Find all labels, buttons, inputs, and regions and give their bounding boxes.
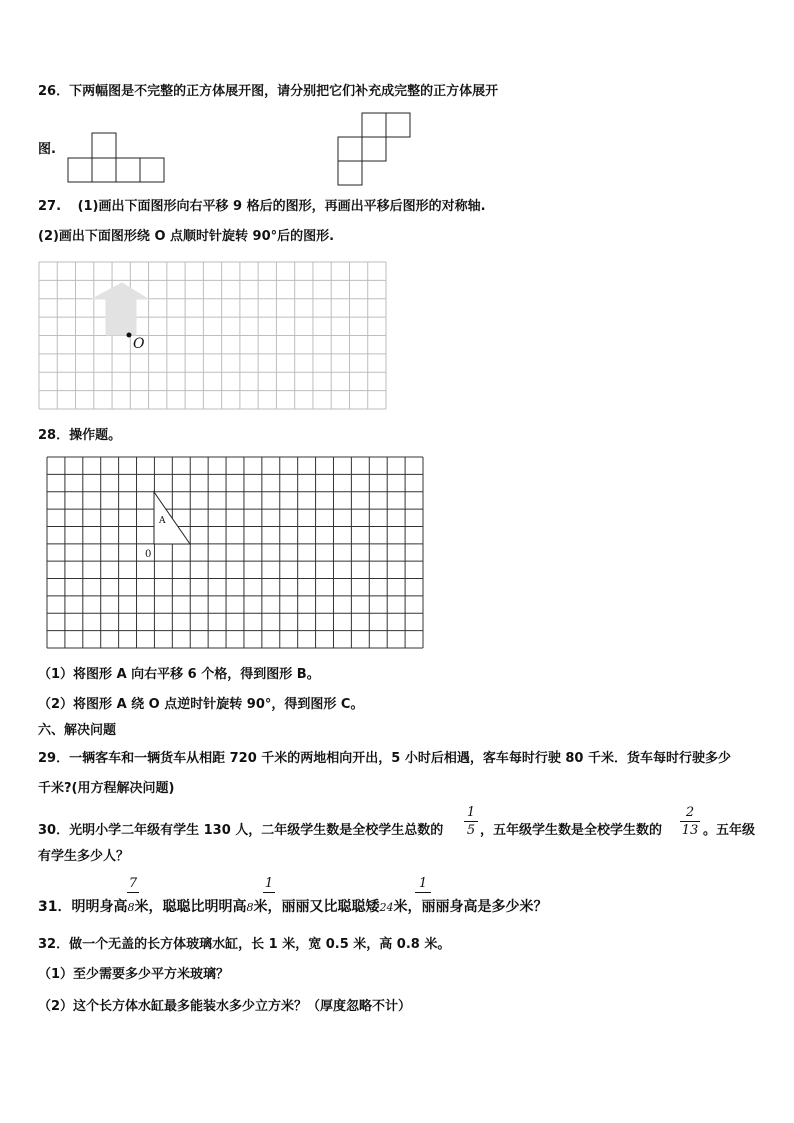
q31-n2: 1 (264, 876, 274, 891)
q31-d2: 8 (246, 901, 254, 914)
arrow-shape (92, 283, 148, 335)
section-6-title: 六、解决问题 (38, 723, 117, 738)
q28-sub2: （2）将图形 A 绕 O 点逆时针旋转 90°，得到图形 C。 (38, 697, 364, 712)
q27-line1-text: (1)画出下面图形向右平移 9 格后的图形，再画出平移后图形的对称轴. (77, 199, 486, 214)
q26-text-cont: 图. (38, 142, 56, 157)
q30-part2: ，五年级学生数是全校学生数的 (480, 823, 663, 838)
q31-n3: 1 (418, 876, 428, 891)
q27-grid (38, 261, 387, 411)
q27-number: 27. (38, 199, 62, 214)
q31-n1: 7 (128, 876, 138, 891)
cube-net-figure-2 (337, 112, 412, 188)
q29-line1: 29．一辆客车和一辆货车从相距 720 千米的两地相向开出，5 小时后相遇，客车每时行驶 80 千米．货车每时行驶多少 (38, 751, 731, 766)
q30-fraction-1 (464, 805, 478, 838)
q32-line1: 32．做一个无盖的长方体玻璃水缸，长 1 米，宽 0.5 米，高 0.8 米。 (38, 937, 451, 952)
q32-sub2: （2）这个长方体水缸最多能装水多少立方米？（厚度忽略不计） (38, 999, 412, 1014)
q31-frac3-numerator (415, 876, 431, 894)
q28-grid (46, 456, 424, 650)
q28-sub1: （1）将图形 A 向右平移 6 个格，得到图形 B。 (38, 667, 320, 682)
q30-line2: 有学生多少人？ (38, 849, 130, 864)
q30-frac1-num: 1 (466, 805, 476, 820)
q31-p2: 米，聪聪比明明高 (134, 899, 247, 915)
q31-d1: 8 (127, 901, 135, 914)
q30-frac2-den: 13 (681, 823, 699, 838)
q30-part1: 30．光明小学二年级有学生 130 人，二年级学生数是全校学生总数的 (38, 823, 444, 838)
q31-p1: 31．明明身高 (38, 899, 128, 915)
q31-p3: 米，丽丽又比聪聪矮 (253, 899, 380, 915)
q27-line1 (38, 199, 486, 215)
q26-text: 26．下两幅图是不完整的正方体展开图，请分别把它们补充成完整的正方体展开 (38, 84, 499, 99)
cube-net-figure-1 (67, 132, 167, 185)
q30-part3: 。五年级 (703, 823, 756, 838)
q31-p4: 米，丽丽身高是多少米？ (393, 899, 548, 915)
q28-title: 28．操作题。 (38, 428, 122, 443)
point-0-label: 0 (145, 549, 152, 560)
q31-frac2-numerator (263, 876, 275, 894)
q29-line2: 千米?(用方程解决问题) (38, 781, 175, 796)
q30-frac2-num: 2 (685, 805, 695, 820)
q27-line2: (2)画出下面图形绕 O 点顺时针旋转 90°后的图形. (38, 229, 335, 244)
q30-frac1-den: 5 (466, 823, 476, 838)
q32-sub1: （1）至少需要多少平方米玻璃？ (38, 967, 230, 982)
point-o-label: O (133, 336, 145, 352)
q31-d3: 24 (379, 901, 394, 914)
q31-frac1-numerator (127, 876, 139, 894)
q30-fraction-2 (680, 805, 700, 838)
triangle-a-label: A (159, 516, 166, 526)
q31-line (38, 899, 547, 916)
point-o (127, 333, 132, 338)
